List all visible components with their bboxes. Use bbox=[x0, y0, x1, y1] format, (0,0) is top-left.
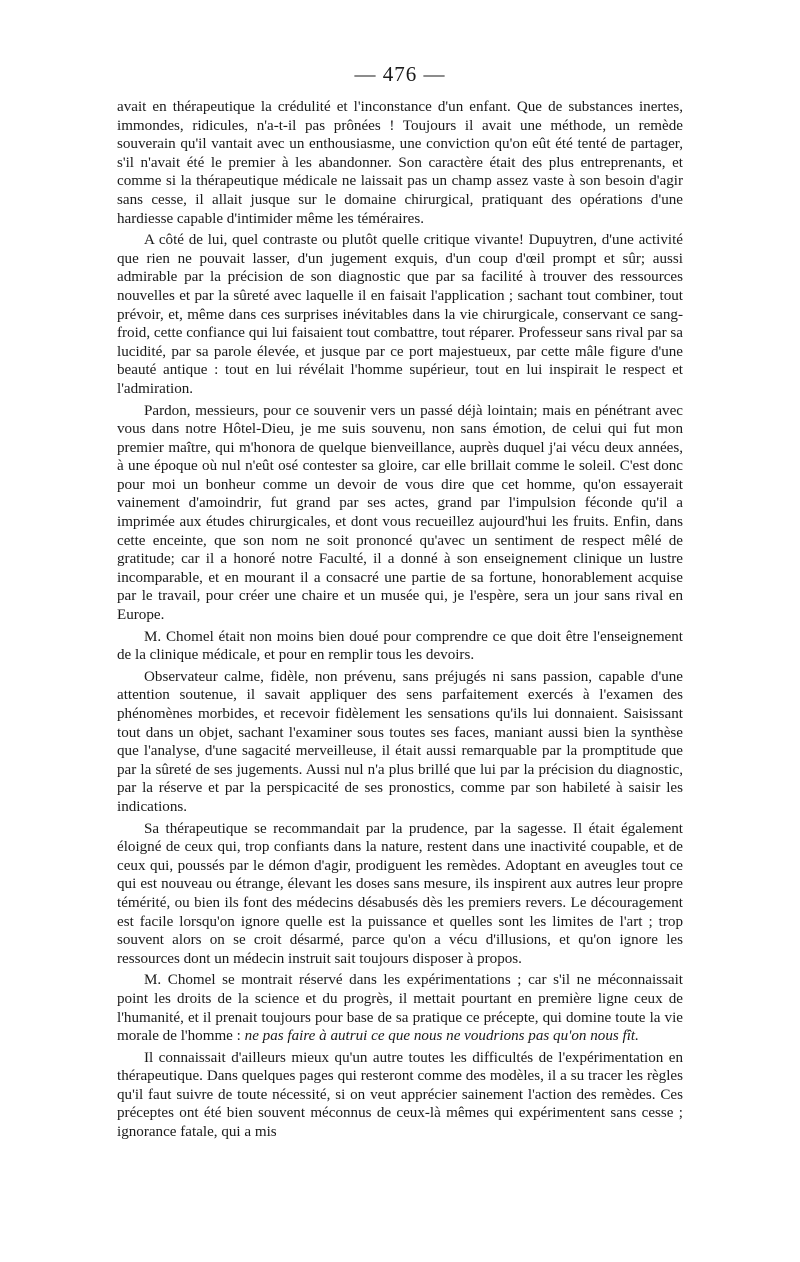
paragraph-3: Pardon, messieurs, pour ce souvenir vers un passé déjà lointain; mais en pénétrant avec vous dans notre Hôtel-Dieu, je me suis souvenu, non sans émotion, de celui qui fut mon premier maître, qui m'honora de quelque bienveillance, auprès duquel j'ai vécu deux années, à une époque où nul n'eût osé contester sa gloire, car elle brillait comme le soleil. C'est donc pour moi un bonheur comme un devoir de vous dire que cet homme, qu'on essayerait vainement d'amoindrir, fut grand par ses actes, grand par l'impulsion féconde qu'il a imprimée aux études chirurgicales, et dont vous recueillez aujourd'hui les fruits. Enfin, dans cette enceinte, que son nom ne soit prononcé qu'avec un sentiment de respect mêlé de gratitude; car il a honoré notre Faculté, il a donné à son enseignement clinique un lustre incomparable, et en mourant il a consacré une partie de sa fortune, honorablement acquise par le travail, pour créer une chaire et un musée qui, je l'espère, sera un jour sans rival en Europe. bbox=[117, 402, 683, 624]
paragraph-1: avait en thérapeutique la crédulité et l'inconstance d'un enfant. Que de substances inertes, immondes, ridicules, n'a-t-il pas prônées ! Toujours il avait une méthode, un remède souverain qu'il vantait avec un enthousiasme, une conviction qu'on eût été tenté de partager, s'il n'avait été le premier à les abandonner. Son caractère était des plus entreprenants, et comme si la thérapeutique médicale ne laissait pas un champ assez vaste à son besoin d'agir sans cesse, il allait jusque sur le domaine chirurgical, pratiquant des opérations d'une hardiesse capable d'intimider même les téméraires. bbox=[117, 99, 683, 227]
paragraph-4: M. Chomel était non moins bien doué pour comprendre ce que doit être l'enseignement de la clinique médicale, et pour en remplir tous les devoirs. bbox=[117, 628, 683, 664]
paragraph-7 bbox=[117, 971, 683, 1045]
page-number: — 476 — bbox=[354, 62, 446, 86]
paragraph-8: Il connaissait d'ailleurs mieux qu'un autre toutes les difficultés de l'expérimentation en thérapeutique. Dans quelques pages qui resteront comme des modèles, il a su tracer les règles qu'il faut suivre de toute nécessité, si on veut apprécier sainement l'action des remèdes. Ces préceptes ont été bien souvent méconnus de ceux-là mêmes qui expérimentent sans cesse ; ignorance fatale, qui a mis bbox=[117, 1049, 683, 1141]
paragraph-2: A côté de lui, quel contraste ou plutôt quelle critique vivante! Dupuytren, d'une activité que rien ne pouvait lasser, d'un jugement exquis, d'un coup d'œil prompt et sûr; aussi admirable par la précision de son diagnostic que par sa facilité à trouver des ressources nouvelles et par la sûreté avec laquelle il en faisait l'application ; sachant tout combiner, tout prévoir, et, même dans ces surprises inévitables dans la vie chirurgicale, conservant ce sang-froid, cette confiance qui lui faisaient tout combattre, tout réparer. Professeur sans rival par sa lucidité, par sa parole élevée, et jusque par ce port majestueux, par cette mâle figure d'une beauté antique : tout en lui révélait l'homme supérieur, tout en lui inspirait le respect et l'admiration. bbox=[117, 232, 683, 397]
paragraph-5: Observateur calme, fidèle, non prévenu, sans préjugés ni sans passion, capable d'une attention soutenue, il savait appliquer des sens parfaitement exercés à l'examen des phénomènes morbides, et recevoir fidèlement les sensations qu'ils lui donnaient. Saisissant tout dans un objet, sachant l'examiner sous toutes ses faces, maniant aussi bien la synthèse que l'analyse, d'une sagacité merveilleuse, il était aussi remarquable par la promptitude que par la sûreté de ses jugements. Aussi nul n'a plus brillé que lui par la précision du diagnostic, par la réserve et par la perspicacité de ses pronostics, comme par son habileté à saisir les indications. bbox=[117, 668, 683, 815]
italic-maxim: ne pas faire à autrui ce que nous ne voudrions pas qu'on nous fît. bbox=[244, 1028, 639, 1045]
paragraph-7-text: M. Chomel se montrait réservé dans les expérimentations ; car s'il ne méconnaissait point les droits de la science et du progrès, il mettait pourtant en première ligne ceux de l'humanité, et il prenait toujours pour base de sa pratique ce précepte, qui domine toute la vie morale de l'homme : bbox=[117, 972, 683, 1045]
paragraph-6: Sa thérapeutique se recommandait par la prudence, par la sagesse. Il était également éloigné de ceux qui, trop confiants dans la nature, restent dans une inactivité coupable, et de ceux qui, poussés par le démon d'agir, prodiguent les remèdes. Adoptant en aveugles tout ce qui est nouveau ou étrange, élevant les doses sans mesure, ils inspirent aux autres leur propre témérité, ou bien ils font des médecins désabusés dès les premiers revers. Le découragement est facile lorsqu'on ignore quelle est la puissance et quelles sont les limites de l'art ; trop souvent alors on se croit désarmé, parce qu'on a vécu d'illusions, et qu'on ignore les ressources dont un médecin instruit sait toujours disposer à propos. bbox=[117, 820, 683, 967]
body-text bbox=[117, 98, 683, 1142]
